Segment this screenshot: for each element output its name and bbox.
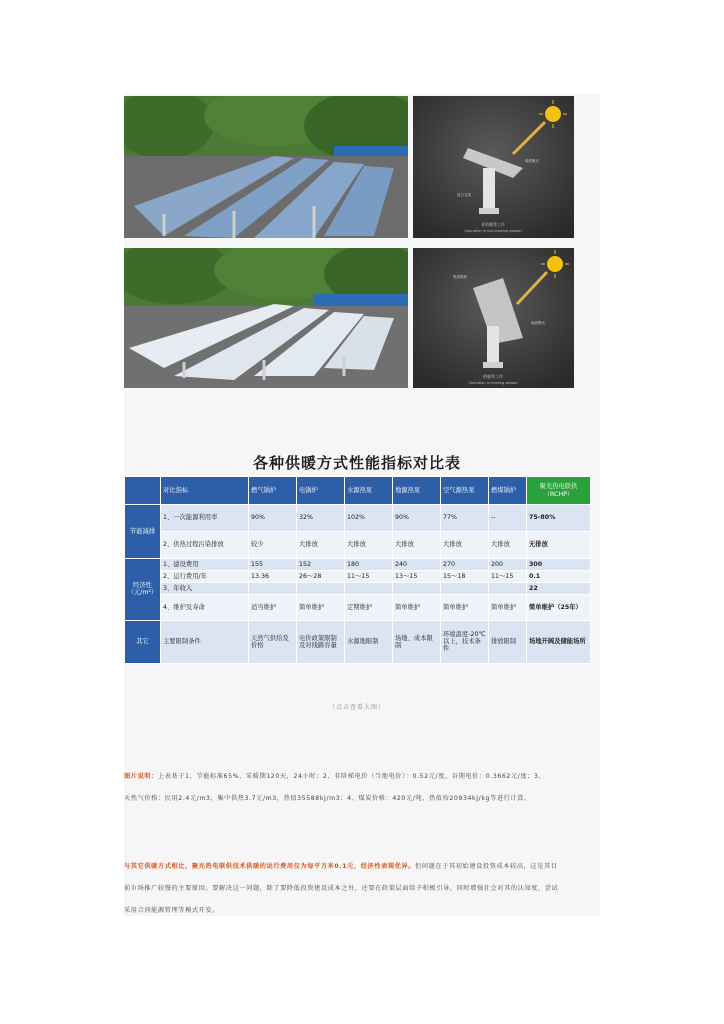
cell: 1、建设费用: [161, 559, 249, 571]
cell: 大排放: [393, 532, 441, 559]
tracker-diagram-non-heating: [413, 96, 574, 238]
cell: 较少: [249, 532, 297, 559]
cell: 77%: [441, 505, 489, 532]
summary-line-3: 采用合同能源管理等模式开发。: [124, 907, 220, 914]
cell: 大排放: [489, 532, 527, 559]
cell: 水源地限制: [345, 620, 393, 663]
cell: 22: [527, 582, 591, 594]
table-row: [125, 620, 591, 663]
cell: [297, 582, 345, 594]
cell: 200: [489, 559, 527, 571]
cell: 主要限制条件: [161, 620, 249, 663]
table-header-row: [125, 477, 591, 505]
summary-line-1: 但问题在于其初始建设投资成本较高，这是其目: [415, 863, 558, 870]
header-rchp: 聚光热电联供（RCHP）: [527, 477, 591, 505]
cell: 1、一次能源利用率: [161, 505, 249, 532]
cell: 大排放: [297, 532, 345, 559]
diagram-caption-cn-2: 供暖季工作: [483, 374, 503, 379]
cell: 155: [249, 559, 297, 571]
mirror-label-1: 镜面聚光: [525, 159, 539, 163]
header-gas-boiler: 燃气锅炉: [249, 477, 297, 505]
summary-line-2: 前市场推广较慢的主要原因。要解决这一问题，除了要降低投资建设成本之外，还要在政策层面给予积极引导，同时增强社会对其的认知度，尝试: [124, 885, 559, 892]
cell: 定期维护: [345, 594, 393, 620]
header-electric-boiler: 电锅炉: [297, 477, 345, 505]
image-note-lead: 图片说明：: [124, 773, 158, 780]
summary-lead: 与其它供暖方式相比，聚光热电联供技术供暖的运行费用仅为每平方米0.1元，经济性表现优异。: [124, 863, 416, 870]
header-ground-source-hp: 地源热泵: [393, 477, 441, 505]
cell: 大排放: [441, 532, 489, 559]
solar-array-photo-non-heating: [124, 96, 408, 238]
diagram-caption-en-2: Operation in heating season: [468, 381, 518, 385]
cell: 简单维护: [489, 594, 527, 620]
cell: 13.36: [249, 570, 297, 582]
cell: [345, 582, 393, 594]
diagram-caption-en-1: Operation in non-heating season: [464, 229, 522, 233]
cell: 32%: [297, 505, 345, 532]
cell: 大排放: [345, 532, 393, 559]
cell: 90%: [249, 505, 297, 532]
cell: 0.1: [527, 570, 591, 582]
tracker-diagram-heating: [413, 248, 574, 388]
header-air-source-hp: 空气源热泵: [441, 477, 489, 505]
cell: [249, 582, 297, 594]
header-water-source-hp: 水源热泵: [345, 477, 393, 505]
cell: 场地、成本限制: [393, 620, 441, 663]
diagram-caption-cn-1: 非供暖季工作: [481, 222, 505, 227]
mirror-label-2: 镜面聚光: [531, 321, 545, 325]
cell: 简单维护: [297, 594, 345, 620]
cell: 适当维护: [249, 594, 297, 620]
cell: 90%: [393, 505, 441, 532]
cell: 240: [393, 559, 441, 571]
group-energy: 节能减排: [125, 505, 161, 559]
image-note-line-1: 上表基于1、节能标准65%，采暖期120天，24小时；2、非阶梯电价（当地电价）：0.52元/度，谷期电价：0.3662元/度；3、: [157, 773, 546, 780]
cell: 102%: [345, 505, 393, 532]
cell: 简单维护: [441, 594, 489, 620]
solar-array-photo-heating: [124, 248, 408, 388]
cell: [393, 582, 441, 594]
cell: 180: [345, 559, 393, 571]
group-other: 其它: [125, 620, 161, 663]
cell: 11～15: [489, 570, 527, 582]
image-note-line-2: 天然气价格：民用2.4元/m3，集中供热3.7元/m3，热值35588kJ/m3；4、煤炭价格：420元/吨，热值按20934kJ/kg等进行计算。: [124, 795, 531, 802]
header-coal-boiler: 燃煤锅炉: [489, 477, 527, 505]
cell: 26～28: [297, 570, 345, 582]
cell: 11～15: [345, 570, 393, 582]
cell: 4、维护及寿命: [161, 594, 249, 620]
header-blank: [125, 477, 161, 505]
table-row: [125, 582, 591, 594]
cell: 2、运行费用/年: [161, 570, 249, 582]
table-row: [125, 570, 591, 582]
cell: 无排放: [527, 532, 591, 559]
summary-paragraph: [124, 856, 600, 922]
cell: 3、年收入: [161, 582, 249, 594]
cell: 环境温度-20℃以上，技术条件: [441, 620, 489, 663]
cell: 2、供热过程污染排放: [161, 532, 249, 559]
cell: 75-80%: [527, 505, 591, 532]
view-large-image-link[interactable]: （点击查看大图）: [328, 704, 385, 711]
group-economy: 经济性（元/m²）: [125, 559, 161, 621]
table-row: [125, 505, 591, 532]
cell: 电价政策限制及对线路容量: [297, 620, 345, 663]
cell: 300: [527, 559, 591, 571]
cell: 152: [297, 559, 345, 571]
comparison-table[interactable]: [124, 476, 591, 664]
cell: 15～18: [441, 570, 489, 582]
table-title: 各种供暖方式性能指标对比表: [252, 454, 461, 472]
cell: 简单维护: [393, 594, 441, 620]
cell: 简单维护（25年）: [527, 594, 591, 620]
cell: 排放限制: [489, 620, 527, 663]
cell: [489, 582, 527, 594]
cell: 天然气供给及价格: [249, 620, 297, 663]
tracker-label-1: 追日支架: [457, 193, 471, 197]
cell: --: [489, 505, 527, 532]
cell: 270: [441, 559, 489, 571]
cell: [441, 582, 489, 594]
cell: 场地开阔及储能场所: [527, 620, 591, 663]
collector-label: 集热模块: [453, 275, 467, 279]
cell: 13～15: [393, 570, 441, 582]
table-row: [125, 532, 591, 559]
header-metric: 对比指标: [161, 477, 249, 505]
image-note: [124, 766, 600, 810]
table-row: [125, 559, 591, 571]
table-row: [125, 594, 591, 620]
